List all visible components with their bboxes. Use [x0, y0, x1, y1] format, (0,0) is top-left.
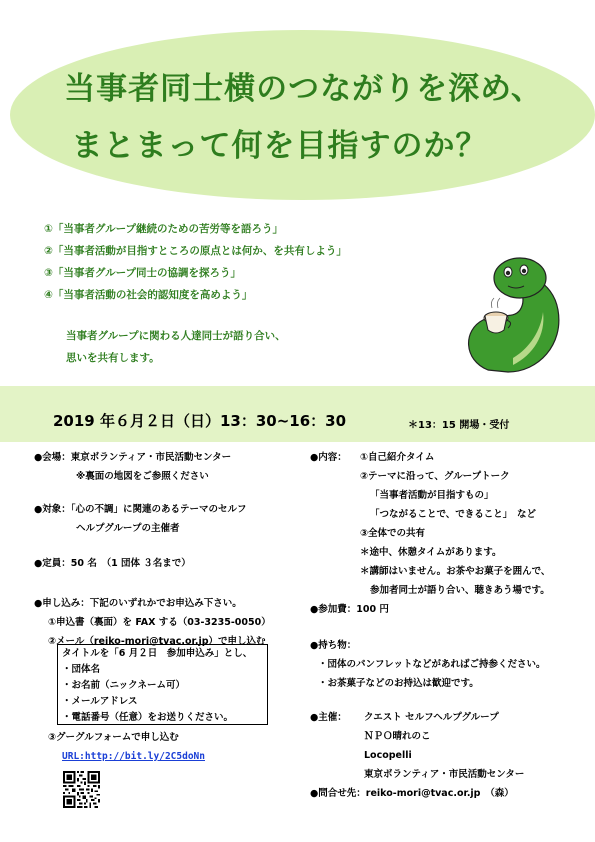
- goals-list: [44, 221, 347, 309]
- apply-section: [34, 594, 271, 651]
- host-name: ＮＰＯ晴れのこ: [364, 731, 431, 742]
- qr-code-icon[interactable]: [63, 771, 100, 808]
- event-datetime: 2019 年６月２日（日）13：30~16：30: [53, 412, 347, 430]
- box-line: タイトルを「6 月２日 参加申込み」とし、: [62, 648, 253, 659]
- content-item: 「つながることで、できること」 など: [370, 509, 537, 520]
- target-section: [34, 500, 247, 538]
- goal-item: ①「当事者グループ継続のための苦労等を語ろう」: [44, 223, 284, 235]
- fee: ●参加費：100 円: [310, 604, 389, 615]
- host-label: ●主催：: [310, 712, 347, 723]
- box-line: ・メールアドレス: [62, 696, 138, 707]
- apply-form-section: [48, 728, 205, 766]
- content-item: ③全体での共有: [360, 528, 426, 539]
- form-url-link[interactable]: URL:http://bit.ly/2C5doNn: [62, 751, 205, 762]
- content-label: ●内容：: [310, 452, 347, 463]
- content-item: 「当事者活動が目指すもの」: [370, 490, 494, 501]
- belongings-item: ・団体のパンフレットなどがあればご持参ください。: [318, 659, 546, 670]
- venue-note: ※裏面の地図をご参照ください: [76, 471, 209, 482]
- intro-line: 当事者グループに関わる人達同士が語り合い、: [66, 330, 286, 342]
- target-line: ●対象：「心の不調」に関連のあるテーマのセルフ: [34, 504, 247, 515]
- capacity: ●定員：50 名 （1 団体 ３名まで）: [34, 558, 191, 569]
- target-line: ヘルプグループの主催者: [76, 523, 180, 534]
- belongings-item: ・お茶菓子などのお持込は歓迎です。: [318, 678, 479, 689]
- left-column: [34, 448, 231, 486]
- doors-open-note: ＊13：15 開場・受付: [408, 420, 510, 431]
- host-section: [310, 708, 524, 803]
- goal-item: ④「当事者活動の社会的認知度を高めよう」: [44, 289, 253, 301]
- title-line-1: 当事者同士横のつながりを深め、: [64, 71, 543, 107]
- mail-instructions-box: [57, 644, 268, 725]
- goal-item: ②「当事者活動が目指すところの原点とは何か、を共有しよう」: [44, 245, 347, 257]
- intro-text: [66, 325, 286, 369]
- content-note: ＊講師はいません。お茶やお菓子を囲んで、: [360, 566, 551, 577]
- apply-fax: ①申込書（裏面）を FAX する（03-3235-0050）: [48, 617, 271, 628]
- intro-line: 思いを共有します。: [66, 352, 160, 364]
- snake-mascot-illustration: [458, 250, 568, 375]
- apply-form: ③グーグルフォームで申し込む: [48, 732, 179, 743]
- venue: ●会場：東京ボランティア・市民活動センター: [34, 452, 232, 463]
- apply-mail: ②メール（reiko-mori@tvac.or.jp）で申し込む: [48, 636, 266, 647]
- content-item: ②テーマに沿って、グループトーク: [360, 471, 510, 482]
- goal-item: ③「当事者グループ同士の協調を探ろう」: [44, 267, 242, 279]
- box-line: ・電話番号（任意）をお送りください。: [62, 712, 234, 723]
- host-name: Locopelli: [364, 750, 412, 761]
- title-background: [10, 30, 595, 200]
- host-name: 東京ボランティア・市民活動センター: [364, 769, 525, 780]
- box-line: ・お名前（ニックネーム可）: [62, 680, 186, 691]
- box-line: ・団体名: [62, 664, 101, 675]
- belongings-section: [310, 636, 546, 693]
- belongings-label: ●持ち物：: [310, 640, 357, 651]
- content-note: ＊途中、休憩タイムがあります。: [360, 547, 502, 558]
- title-line-2: まとまって何を目指すのか？: [71, 128, 488, 164]
- content-item: ①自己紹介タイム: [360, 452, 435, 463]
- contact: ●問合せ先：reiko-mori@tvac.or.jp （森）: [310, 788, 514, 799]
- content-section: [310, 448, 550, 600]
- content-note: 参加者同士が語り合い、聴きあう場です。: [370, 585, 550, 596]
- host-name: クエスト セルフヘルプグループ: [364, 712, 499, 723]
- apply-label: ●申し込み：下記のいずれかでお申込み下さい。: [34, 598, 242, 609]
